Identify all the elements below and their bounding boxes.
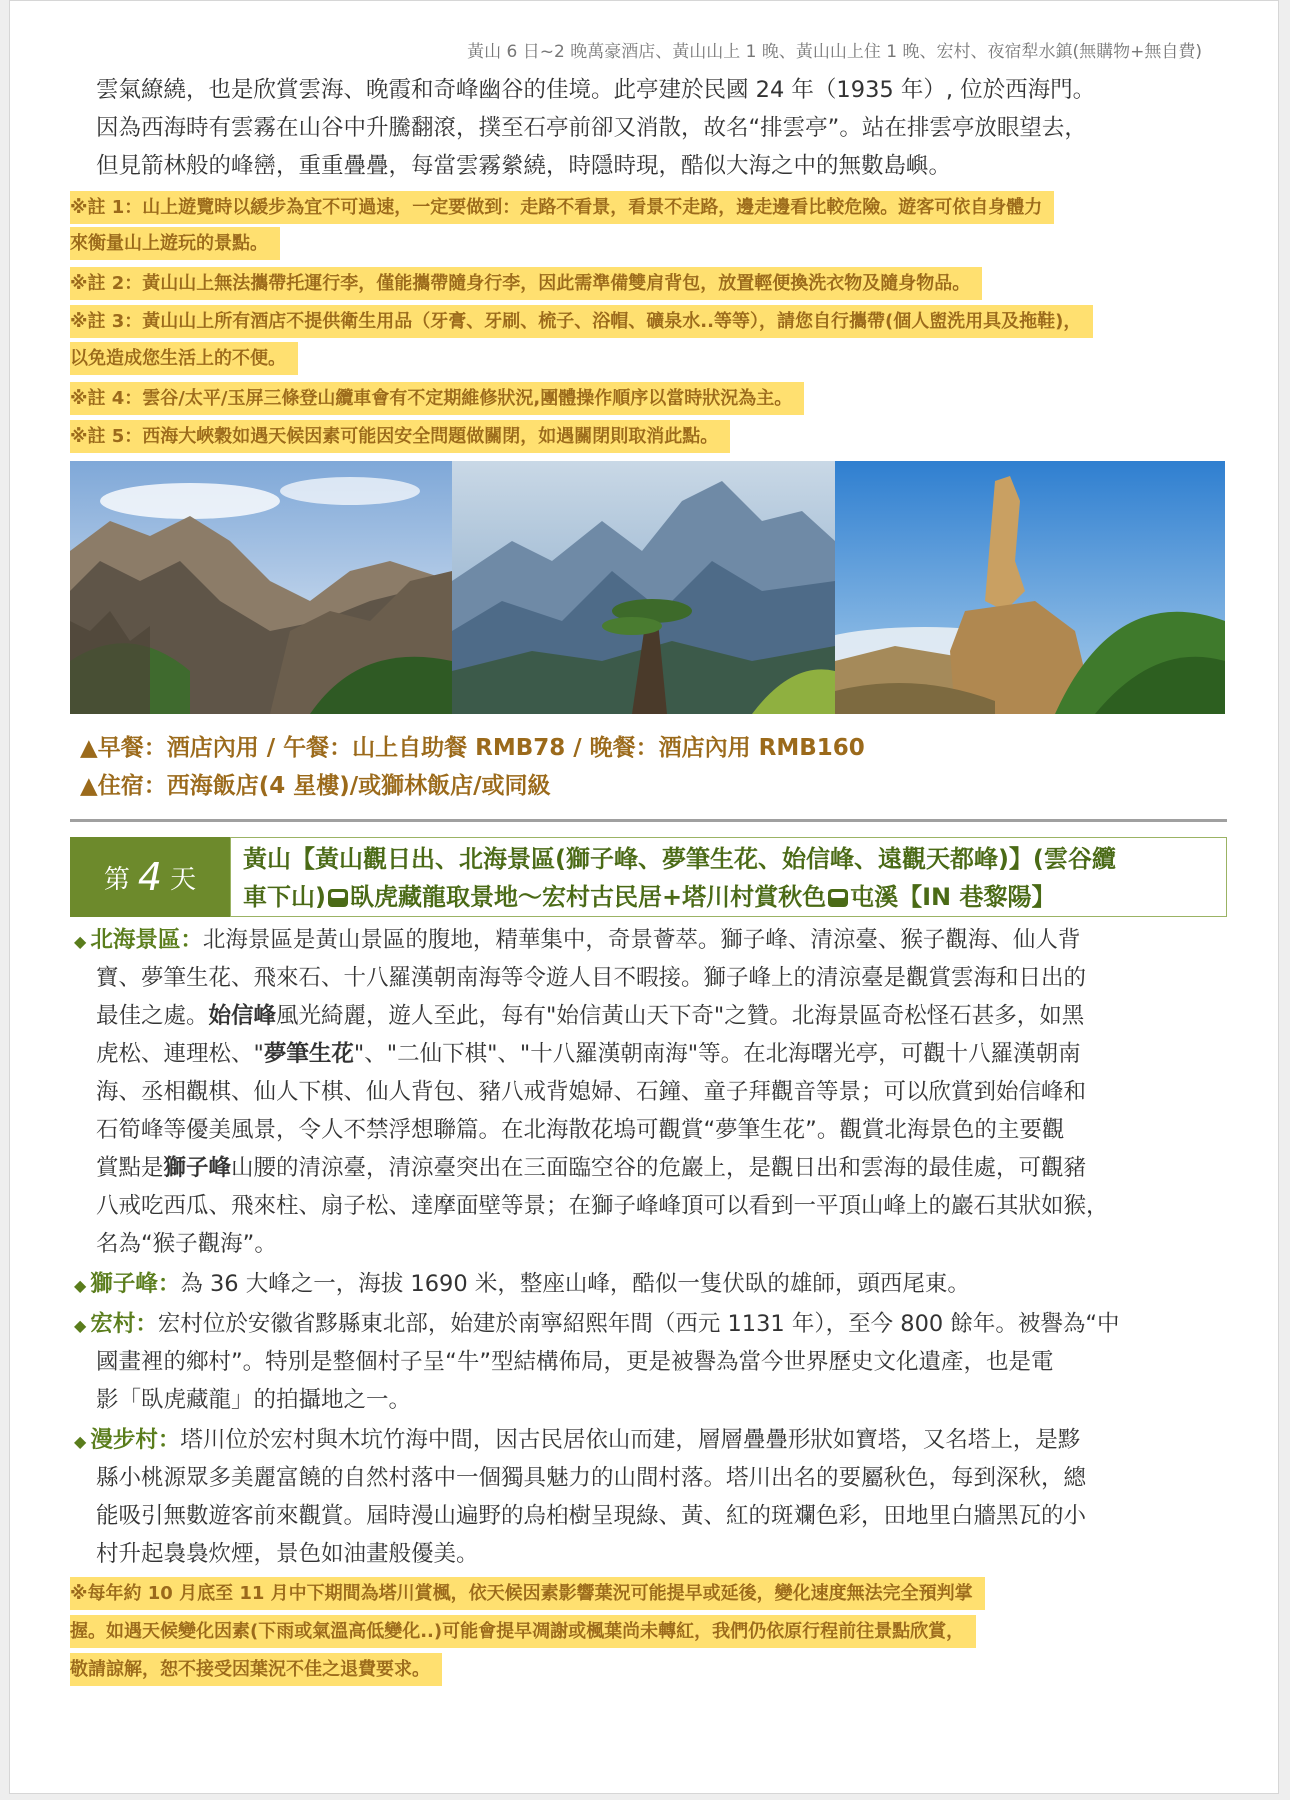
bus-icon [828, 889, 848, 907]
beihai-line [74, 921, 1080, 961]
body-text: 最佳之處。 [96, 1003, 209, 1029]
hongcun-line [74, 1305, 1120, 1345]
intro-line: 但見箭林般的峰巒，重重疊疊，每當雲霧縈繞，時隱時現，酷似大海之中的無數島嶼。 [96, 153, 952, 179]
day-title [230, 837, 1227, 917]
manbu-line: 村升起裊裊炊煙，景色如油畫般優美。 [96, 1541, 479, 1567]
day-title-part: 臥虎藏龍取景地～宏村古民居+塔川村賞秋色 [349, 883, 827, 911]
manbu-line: 縣小桃源眾多美麗富饒的自然村落中一個獨具魅力的山間村落。塔川出名的要屬秋色，每到深秋，總 [96, 1465, 1087, 1491]
day-title-part: 車下山) [243, 883, 326, 911]
day-prefix: 第 [103, 864, 130, 895]
hongcun-line: 國畫裡的鄉村”。特別是整個村子呈“牛”型結構佈局，更是被譽為當今世界歷史文化遺產，也是電 [96, 1349, 1054, 1375]
note-line: ※註 2：黃山山上無法攜帶托運行李，僅能攜帶隨身行李，因此需準備雙肩背包，放置輕便換洗衣物及隨身物品。 [70, 267, 982, 300]
note-line: ※註 4：雲谷/太平/玉屏三條登山纜車會有不定期維修狀況,團體操作順序以當時狀況為主。 [70, 382, 804, 415]
beihai-line [96, 997, 1084, 1035]
day-badge [70, 837, 230, 917]
body-text: "、"二仙下棋"、"十八羅漢朝南海"等。在北海曙光亭，可觀十八羅漢朝南 [353, 1041, 1081, 1067]
day-title-line2 [243, 878, 1055, 916]
intro-line: 因為西海時有雲霧在山谷中升騰翻滾，撲至石亭前卻又消散，故名“排雲亭”。站在排雲亭放眼望去， [96, 115, 1087, 141]
day-suffix: 天 [170, 864, 197, 895]
bullet-icon: ◆ [74, 1316, 87, 1335]
photo-strip [70, 461, 1225, 714]
mountain-photo-1 [70, 461, 452, 714]
beihai-line: 寶、夢筆生花、飛來石、十八羅漢朝南海等令遊人目不暇接。獅子峰上的清涼臺是觀賞雲海和日出的 [96, 965, 1087, 991]
body-text: 賞點是 [96, 1155, 164, 1181]
meal-info: ▲早餐：酒店內用 / 午餐：山上自助餐 RMB78 / 晚餐：酒店內用 RMB160 [80, 735, 865, 761]
beihai-line: 石筍峰等優美風景，令人不禁浮想聯篇。在北海散花塢可觀賞“夢筆生花”。觀賞北海景色的主要觀 [96, 1117, 1065, 1143]
bullet-icon: ◆ [74, 1432, 87, 1451]
body-text: 為 36 大峰之一，海拔 1690 米，整座山峰，酷似一隻伏臥的雄師，頭西尾東。 [180, 1271, 970, 1297]
body-text: 塔川位於宏村與木坑竹海中間，因古民居依山而建，層層疊疊形狀如寶塔，又名塔上，是黟 [180, 1427, 1081, 1453]
beihai-line [96, 1035, 1081, 1073]
body-text: 虎松、連理松、" [96, 1041, 264, 1067]
note-line: ※註 3：黃山山上所有酒店不提供衛生用品（牙膏、牙刷、梳子、浴帽、礦泉水..等等），請您自行攜帶(個人盥洗用具及拖鞋)， [70, 305, 1093, 338]
final-note-line: 敬請諒解，恕不接受因葉況不佳之退費要求。 [70, 1653, 442, 1686]
day-title-line1: 黃山【黃山觀日出、北海景區(獅子峰、夢筆生花、始信峰、遠觀天都峰)】(雲谷纜 [243, 845, 1116, 873]
beihai-line: 八戒吃西瓜、飛來柱、扇子松、達摩面壁等景；在獅子峰峰頂可以看到一平頂山峰上的巖石其狀如猴， [96, 1193, 1109, 1219]
bold-text: 始信峰 [208, 1003, 277, 1029]
section-label: 漫步村： [90, 1427, 181, 1453]
note-line: 來衡量山上遊玩的景點。 [70, 227, 280, 260]
itinerary-page [9, 0, 1279, 1794]
lodging-info: ▲住宿：西海飯店(4 星樓)/或獅林飯店/或同級 [80, 773, 551, 799]
bold-text: 夢筆生花 [263, 1041, 354, 1067]
final-note-line: 握。如遇天候變化因素(下雨或氣溫高低變化..)可能會提早凋謝或楓葉尚未轉紅，我們仍依原行程前往景點欣賞， [70, 1615, 976, 1648]
bold-text: 獅子峰 [163, 1155, 232, 1181]
mountain-photo-3 [835, 461, 1225, 714]
bus-icon [328, 889, 348, 907]
manbu-line: 能吸引無數遊客前來觀賞。屆時漫山遍野的烏桕樹呈現綠、黃、紅的斑斕色彩，田地里白牆黑瓦的小 [96, 1503, 1087, 1529]
body-text: 北海景區是黃山景區的腹地，精華集中，奇景薈萃。獅子峰、清涼臺、猴子觀海、仙人背 [202, 927, 1081, 953]
beihai-line: 名為“猴子觀海”。 [96, 1231, 277, 1257]
manbu-line [74, 1421, 1080, 1461]
bullet-icon: ◆ [74, 1276, 87, 1295]
body-text: 山腰的清涼臺，清涼臺突出在三面臨空谷的危巖上，是觀日出和雲海的最佳處，可觀豬 [231, 1155, 1087, 1181]
section-label: 北海景區： [90, 927, 203, 953]
section-label: 獅子峰： [90, 1271, 181, 1297]
bullet-icon: ◆ [74, 932, 87, 951]
section-label: 宏村： [90, 1311, 158, 1337]
section-divider [70, 819, 1227, 822]
beihai-line [96, 1149, 1086, 1187]
day-number: 4 [137, 855, 163, 899]
note-line: ※註 5：西海大峽穀如遇天候因素可能因安全問題做關閉，如遇關閉則取消此點。 [70, 420, 730, 453]
body-text: 宏村位於安徽省黟縣東北部，始建於南寧紹熙年間（西元 1131 年），至今 800 餘年。被譽為“中 [157, 1311, 1120, 1337]
note-line: ※註 1：山上遊覽時以緩步為宜不可過速，一定要做到：走路不看景，看景不走路，邊走邊看比較危險。遊客可依自身體力 [70, 191, 1054, 224]
final-note-line: ※每年約 10 月底至 11 月中下期間為塔川賞楓，依天候因素影響葉況可能提早或延後，變化速度無法完全預判掌 [70, 1577, 985, 1610]
hongcun-line: 影「臥虎藏龍」的拍攝地之一。 [96, 1387, 412, 1413]
note-line: 以免造成您生活上的不便。 [70, 342, 298, 375]
intro-line: 雲氣繚繞，也是欣賞雲海、晚霞和奇峰幽谷的佳境。此亭建於民國 24 年（1935 年）, 位於西海門。 [96, 77, 1096, 103]
page-header: 黃山 6 日~2 晚萬豪酒店、黃山山上 1 晚、黃山山上住 1 晚、宏村、夜宿犁水鎮(無購物+無自費) [467, 42, 1202, 62]
beihai-line: 海、丞相觀棋、仙人下棋、仙人背包、豬八戒背媳婦、石鐘、童子拜觀音等景；可以欣賞到始信峰和 [96, 1079, 1087, 1105]
body-text: 風光綺麗，遊人至此，每有"始信黃山天下奇"之贊。北海景區奇松怪石甚多，如黑 [276, 1003, 1085, 1029]
mountain-photo-2 [452, 461, 835, 714]
day-title-part: 屯溪【IN 巷黎陽】 [850, 883, 1056, 911]
shizi-line [74, 1265, 970, 1305]
